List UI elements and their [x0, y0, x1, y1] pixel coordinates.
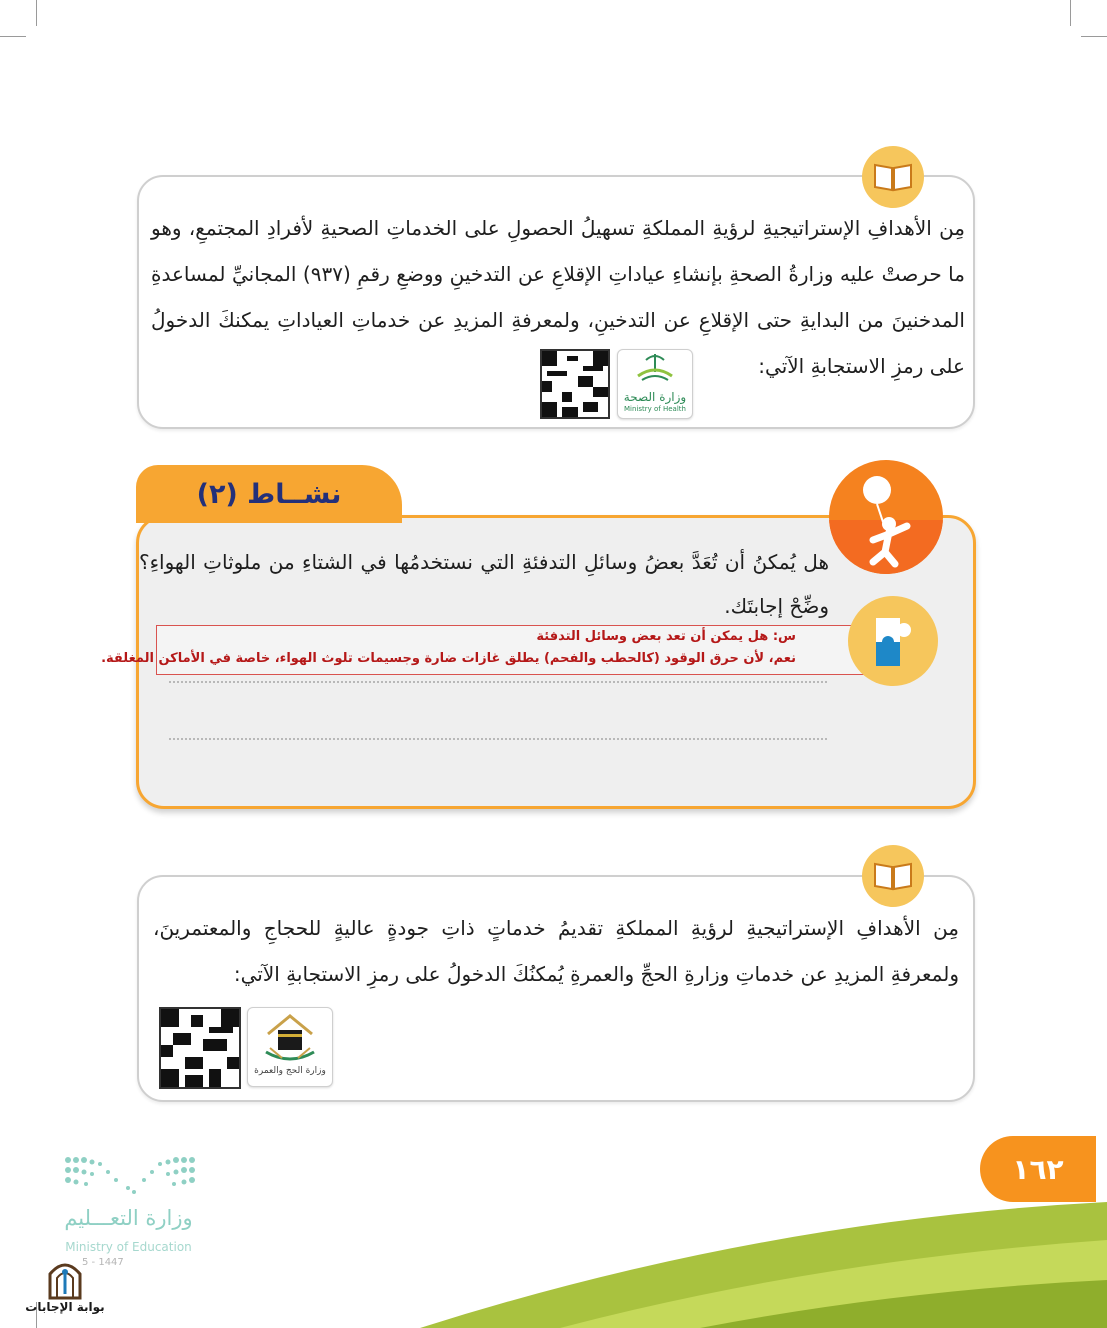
kaaba-emblem-icon	[248, 1008, 332, 1066]
answer-line	[169, 738, 827, 740]
qr-code-health[interactable]	[540, 349, 610, 419]
page-number: ١٦٢	[980, 1136, 1096, 1202]
answer-box	[101, 625, 865, 675]
watermark-text: بوابة الإجابات	[25, 1300, 105, 1314]
open-book-icon	[871, 161, 915, 193]
activity-title: نشــاط (٢)	[196, 478, 342, 510]
crop-mark	[36, 0, 37, 26]
green-swoosh	[0, 1180, 1107, 1328]
qr-code-hajj[interactable]	[159, 1007, 241, 1089]
book-badge-2	[862, 845, 924, 907]
answers-portal-logo-icon	[44, 1256, 86, 1300]
health-emblem-icon	[618, 350, 692, 390]
edition-year: 5 - 1447	[82, 1257, 124, 1268]
answer-question: س: هل يمكن أن تعد بعض وسائل التدفئة	[536, 629, 796, 644]
health-paragraph: مِن الأهدافِ الإستراتيجيةِ لرؤيةِ المملكةِ تسهيلُ الحصولِ على الخدماتِ الصحيةِ لأفرادِ المجتمعِ، وهو ما حرصتْ عليه وزارةُ الصحةِ بإنشاءِ عياداتِ الإقلاعِ عن التدخينِ ووضعِ رقمِ (٩٣٧) المجانيِّ لمساعدةِ المدخنينَ من البدايةِ حتى الإقلاعِ عن التدخينِ، ولمعرفةِ المزيدِ عن خدماتِ العياداتِ يمكنكَ الدخولُ على رمزِ الاستجابةِ الآتي:	[151, 216, 965, 378]
answer-line	[169, 681, 827, 683]
ministry-education-name-ar: وزارة التعـــليم	[64, 1206, 193, 1230]
info-box-hajj	[137, 875, 975, 1102]
puzzle-badge	[848, 596, 938, 686]
crop-mark	[0, 36, 26, 37]
ministry-of-health-logo	[617, 349, 693, 419]
info-box-health	[137, 175, 975, 429]
activity-question: هل يُمكنُ أن تُعَدَّ بعضُ وسائلِ التدفئةِ التي نستخدمُها في الشتاءِ من ملوثاتِ الهواءِ؟ وضِّحْ إجابتَك.	[139, 550, 829, 618]
person-balloon-icon	[829, 460, 943, 574]
answer-text: نعم، لأن حرق الوقود (كالحطب والفحم) يطلق غازات ضارة وجسيمات تلوث الهواء، خاصة في الأماكن المغلقة.	[101, 651, 796, 666]
hajj-paragraph: مِن الأهدافِ الإستراتيجيةِ لرؤيةِ المملكةِ تقديمُ خدماتٍ ذاتِ جودةٍ عاليةٍ للحجاجِ والمعتمرينَ، ولمعرفةِ المزيدِ عن خدماتِ وزارةِ الحجِّ والعمرةِ يُمكنُكَ الدخولُ على رمزِ الاستجابةِ الآتي:	[153, 916, 959, 986]
ministry-education-name-en: Ministry of Education	[65, 1240, 192, 1254]
ministry-of-hajj-logo	[247, 1007, 333, 1087]
book-badge-1	[862, 146, 924, 208]
crop-mark	[1081, 36, 1107, 37]
ministry-education-emblem-icon	[60, 1152, 200, 1202]
puzzle-icon	[848, 596, 938, 686]
crop-mark	[1070, 0, 1071, 26]
activity-tab-joint	[136, 512, 402, 522]
activity-icon	[829, 460, 943, 574]
open-book-icon	[871, 860, 915, 892]
health-logo-name-en: Ministry of Health	[624, 405, 686, 413]
hajj-logo-name-ar: وزارة الحج والعمرة	[254, 1066, 326, 1076]
health-logo-name-ar: وزارة الصحة	[623, 390, 687, 404]
